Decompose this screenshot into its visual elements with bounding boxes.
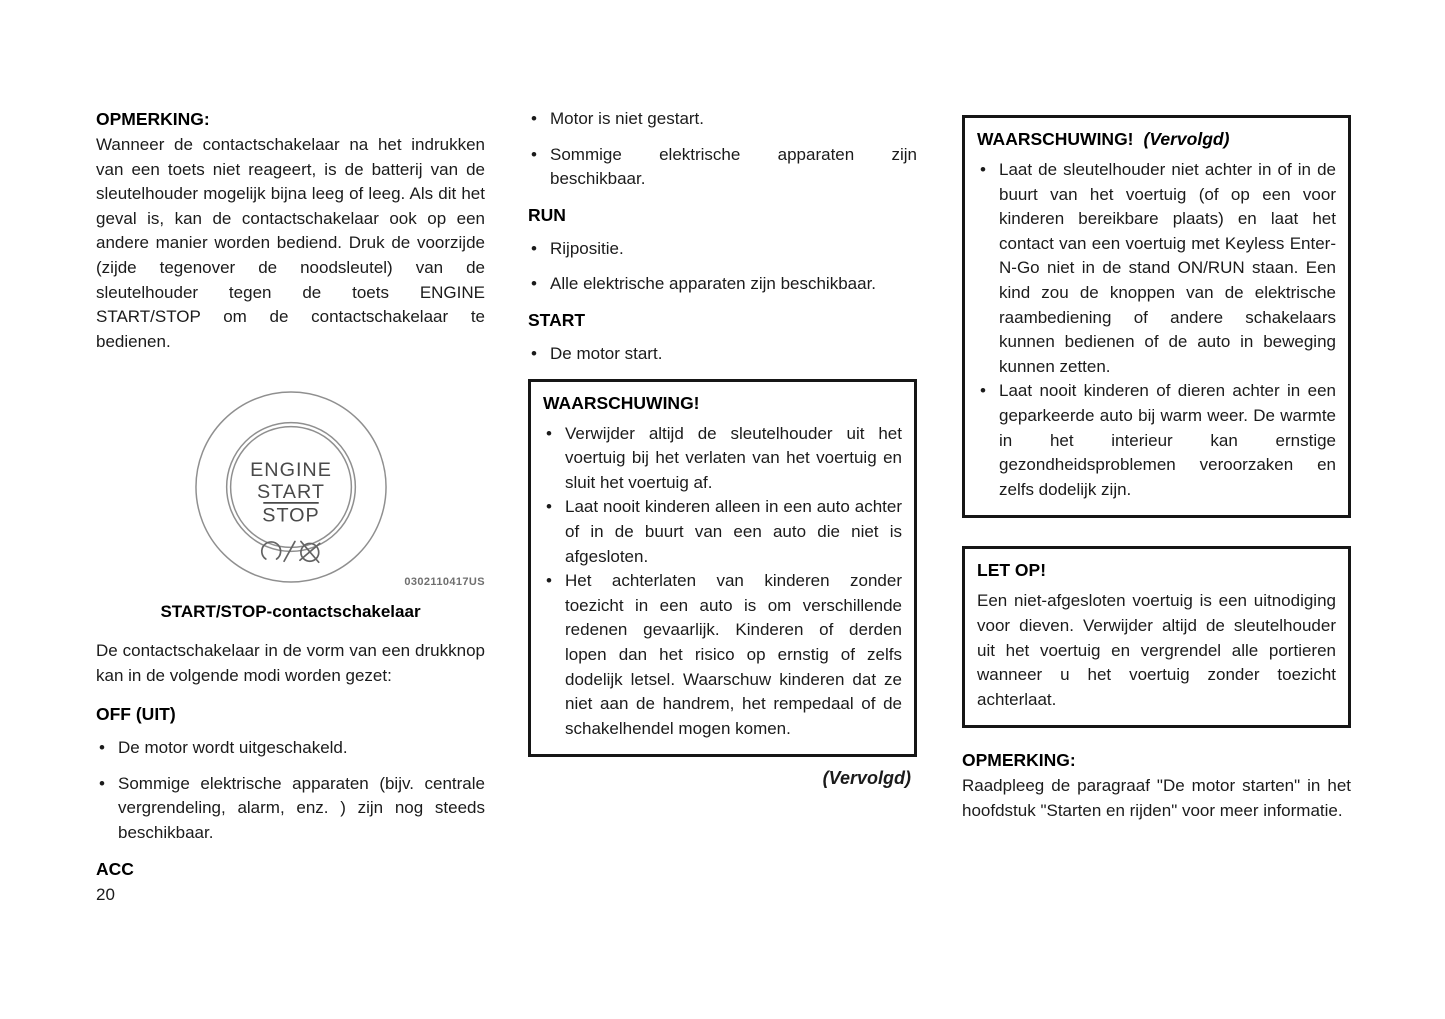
warning-continued-marker: (Vervolgd) bbox=[1143, 129, 1230, 149]
note-heading: OPMERKING: bbox=[96, 109, 210, 129]
run-heading: RUN bbox=[528, 204, 566, 225]
start-bullet-list bbox=[528, 342, 917, 367]
button-label-stop: STOP bbox=[261, 504, 320, 527]
start-heading: START bbox=[528, 309, 586, 330]
list-item: • Het achterlaten van kinderen zonder toezicht in een auto is om verschillende redenen gevaarlijk. Kinderen of derden lopen dan het risico op ernstig of zelfs dodelijk letsel. Waarschuw kinderen dat ze niet aan de handrem, het rempedaal of de schakelhendel mogen komen. bbox=[543, 569, 902, 741]
warning-continued-heading bbox=[977, 127, 1336, 151]
start-stop-button-figure bbox=[96, 388, 485, 625]
list-item: • Laat de sleutelhouder niet achter in of in de buurt van het voertuig (of op een voor kinderen bereikbare plaats) en laat het contact van een voertuig met Keyless Enter-N-Go niet in de stand ON/RUN staan. Een kind zou de knoppen van de elektrische raambediening of andere schakelaars kunnen bedienen of de auto in beweging kunnen zetten. bbox=[977, 158, 1336, 379]
figure-reference-code: 0302110417US bbox=[404, 576, 485, 589]
middle-column bbox=[528, 107, 917, 791]
caution-box-heading: LET OP! bbox=[977, 560, 1047, 581]
continued-label: (Vervolgd) bbox=[822, 768, 911, 789]
start-stop-button-illustration bbox=[192, 388, 390, 586]
caution-box bbox=[962, 546, 1351, 728]
list-item: • Sommige elektrische apparaten (bijv. centrale vergrendeling, alarm, enz. ) zijn nog steeds beschikbaar. bbox=[96, 772, 485, 846]
off-bullet-list bbox=[96, 736, 485, 845]
warning-box-heading: WAARSCHUWING! bbox=[543, 392, 700, 413]
note-heading: OPMERKING: bbox=[962, 750, 1076, 771]
list-item: • Verwijder altijd de sleutelhouder uit het voertuig bij het verlaten van het voertuig en sluit het voertuig af. bbox=[543, 422, 902, 496]
page-number: 20 bbox=[96, 884, 115, 904]
button-label-engine: ENGINE bbox=[249, 459, 332, 482]
warning-continued-bullet-list bbox=[977, 158, 1336, 502]
list-item: • Laat nooit kinderen of dieren achter in een geparkeerde auto bij warm weer. De warmte in het interieur kan ernstige gezondheidsproblemen veroorzaken en zelfs dodelijk zijn. bbox=[977, 379, 1336, 502]
intro-paragraph: De contactschakelaar in de vorm van een drukknop kan in de volgende modi worden gezet: bbox=[96, 640, 485, 685]
list-item: • Rijpositie. bbox=[528, 237, 917, 262]
list-item: • Sommige elektrische apparaten zijn beschikbaar. bbox=[528, 143, 917, 192]
acc-continued-bullet-list bbox=[528, 107, 917, 192]
warning-box bbox=[528, 379, 917, 758]
run-bullet-list bbox=[528, 237, 917, 297]
list-item: • Motor is niet gestart. bbox=[528, 107, 917, 132]
list-item: • Laat nooit kinderen alleen in een auto achter of in de buurt van een auto die niet is afgesloten. bbox=[543, 495, 902, 569]
list-item: • Alle elektrische apparaten zijn beschikbaar. bbox=[528, 272, 917, 297]
figure-caption: START/STOP-contactschakelaar bbox=[160, 602, 421, 622]
caution-box-text: Een niet-afgesloten voertuig is een uitnodiging voor dieven. Verwijder altijd de sleutelhouder uit het voertuig en vergrendel alle portieren wanneer u het voertuig zonder toezicht achterlaat. bbox=[977, 591, 1336, 709]
right-column bbox=[962, 115, 1351, 823]
list-item: • De motor wordt uitgeschakeld. bbox=[96, 736, 485, 761]
list-item: • De motor start. bbox=[528, 342, 917, 367]
off-heading: OFF (UIT) bbox=[96, 704, 176, 725]
left-column bbox=[96, 107, 485, 907]
warning-continued-heading-text: WAARSCHUWING! bbox=[977, 129, 1134, 149]
note-paragraph: Wanneer de contactschakelaar na het indrukken van een toets niet reageert, is de batterij van de sleutelhouder mogelijk bijna leeg of leeg. Als dit het geval is, kan de contactschakelaar ook op een andere manier worden bediend. Druk de voorzijde (zijde tegenover de noodsleutel) van de sleutelhouder tegen de toets ENGINE START/STOP om de contactschakelaar te bedienen. bbox=[96, 135, 485, 351]
warning-continued-box bbox=[962, 115, 1351, 518]
button-label-start: START bbox=[256, 481, 325, 504]
acc-heading: ACC bbox=[96, 858, 134, 879]
warning-bullet-list bbox=[543, 422, 902, 742]
note-paragraph: Raadpleeg de paragraaf "De motor starten" in het hoofdstuk "Starten en rijden" voor meer informatie. bbox=[962, 776, 1351, 820]
